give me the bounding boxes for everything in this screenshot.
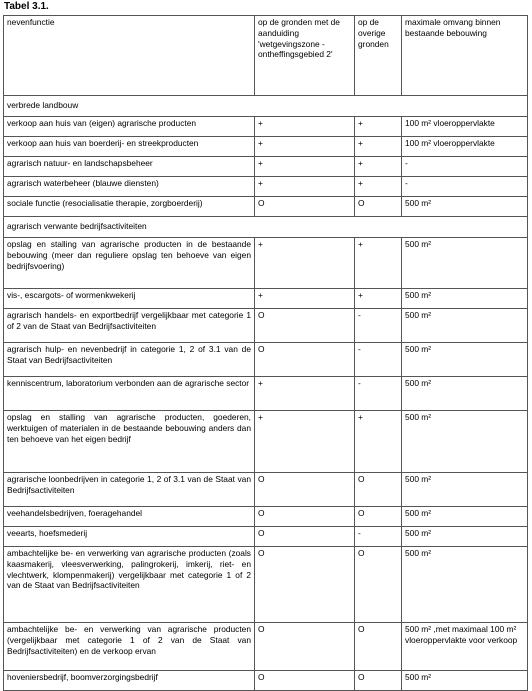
nevenfunctie-cell: agrarisch handels- en exportbedrijf vergelijkbaar met categorie 1 of 2 van de Staat van Bedrijfsactiviteiten <box>4 309 255 343</box>
table-row <box>4 309 528 343</box>
header-nevenfunctie: nevenfunctie <box>4 16 255 96</box>
maximale-omvang-cell: 500 m² <box>402 377 528 411</box>
ontheffingsgebied-cell: + <box>255 117 355 137</box>
nevenfunctie-cell: hoveniersbedrijf, boomverzorgingsbedrijf <box>4 671 255 691</box>
table-header-row <box>4 16 528 96</box>
maximale-omvang-cell: 500 m² <box>402 309 528 343</box>
table-row <box>4 377 528 411</box>
nevenfunctie-cell: opslag en stalling van agrarische producten, goederen, werktuigen of materialen in de bestaande bebouwing anders dan ten behoeve van het eigen bedrijf <box>4 411 255 473</box>
maximale-omvang-cell: 500 m² ,met maximaal 100 m² vloeroppervlakte voor verkoop <box>402 623 528 671</box>
overige-gronden-cell: + <box>355 137 402 157</box>
nevenfunctie-cell: agrarische loonbedrijven in categorie 1, 2 of 3.1 van de Staat van Bedrijfsactiviteiten <box>4 473 255 507</box>
nevenfunctie-cell: verkoop aan huis van (eigen) agrarische producten <box>4 117 255 137</box>
maximale-omvang-cell: - <box>402 157 528 177</box>
table-row <box>4 177 528 197</box>
ontheffingsgebied-cell: O <box>255 197 355 217</box>
overige-gronden-cell: - <box>355 343 402 377</box>
ontheffingsgebied-cell: + <box>255 289 355 309</box>
ontheffingsgebied-cell: + <box>255 377 355 411</box>
header-ontheffingsgebied: op de gronden met de aanduiding 'wetgevingszone - ontheffingsgebied 2' <box>255 16 355 96</box>
table-row <box>4 157 528 177</box>
maximale-omvang-cell: 500 m² <box>402 473 528 507</box>
ontheffingsgebied-cell: + <box>255 411 355 473</box>
ontheffingsgebied-cell: + <box>255 238 355 289</box>
overige-gronden-cell: O <box>355 547 402 623</box>
nevenfunctie-cell: opslag en stalling van agrarische producten in de bestaande bebouwing (meer dan reguliere opslag ten behoeve van eigen bedrijfsvoering) <box>4 238 255 289</box>
maximale-omvang-cell: 100 m² vloeroppervlakte <box>402 117 528 137</box>
overige-gronden-cell: O <box>355 671 402 691</box>
section-title: verbrede landbouw <box>4 96 528 117</box>
nevenfunctie-cell: kenniscentrum, laboratorium verbonden aan de agrarische sector <box>4 377 255 411</box>
overige-gronden-cell: + <box>355 289 402 309</box>
ontheffingsgebied-cell: O <box>255 343 355 377</box>
table-row <box>4 197 528 217</box>
table-row <box>4 117 528 137</box>
nevenfunctie-cell: ambachtelijke be- en verwerking van agrarische producten (zoals kaasmakerij, vleesverwerking, palingrokerij, imkerij, riet- en vlechtwerk, klompenmakerij) vergelijkbaar met categorie 1 of 2 van de Staat van Bedrijfsactiviteiten <box>4 547 255 623</box>
ontheffingsgebied-cell: O <box>255 473 355 507</box>
maximale-omvang-cell: 500 m² <box>402 289 528 309</box>
maximale-omvang-cell: 500 m² <box>402 411 528 473</box>
overige-gronden-cell: - <box>355 309 402 343</box>
ontheffingsgebied-cell: O <box>255 547 355 623</box>
table-row <box>4 343 528 377</box>
overige-gronden-cell: O <box>355 473 402 507</box>
maximale-omvang-cell: 500 m² <box>402 671 528 691</box>
section-title: agrarisch verwante bedrijfsactiviteiten <box>4 217 528 238</box>
table-row <box>4 473 528 507</box>
header-overige-gronden: op de overige gronden <box>355 16 402 96</box>
ontheffingsgebied-cell: + <box>255 177 355 197</box>
nevenfunctie-cell: agrarisch waterbeheer (blauwe diensten) <box>4 177 255 197</box>
maximale-omvang-cell: 100 m² vloeroppervlakte <box>402 137 528 157</box>
ontheffingsgebied-cell: O <box>255 507 355 527</box>
table-row <box>4 623 528 671</box>
nevenfunctie-cell: agrarisch hulp- en nevenbedrijf in categorie 1, 2 of 3.1 van de Staat van Bedrijfsactiviteiten <box>4 343 255 377</box>
nevenfunctie-cell: veehandelsbedrijven, foeragehandel <box>4 507 255 527</box>
table-caption: Tabel 3.1. <box>4 1 49 12</box>
table-row <box>4 289 528 309</box>
ontheffingsgebied-cell: + <box>255 157 355 177</box>
maximale-omvang-cell: 500 m² <box>402 527 528 547</box>
nevenfunctie-cell: sociale functie (resocialisatie therapie, zorgboerderij) <box>4 197 255 217</box>
maximale-omvang-cell: 500 m² <box>402 343 528 377</box>
section-row <box>4 217 528 238</box>
section-row <box>4 96 528 117</box>
table-row <box>4 137 528 157</box>
overige-gronden-cell: O <box>355 507 402 527</box>
overige-gronden-cell: - <box>355 377 402 411</box>
overige-gronden-cell: + <box>355 177 402 197</box>
overige-gronden-cell: + <box>355 238 402 289</box>
nevenfunctie-cell: agrarisch natuur- en landschapsbeheer <box>4 157 255 177</box>
ontheffingsgebied-cell: + <box>255 137 355 157</box>
table-row <box>4 527 528 547</box>
overige-gronden-cell: O <box>355 623 402 671</box>
nevenfunctie-cell: verkoop aan huis van boerderij- en streekproducten <box>4 137 255 157</box>
ontheffingsgebied-cell: O <box>255 527 355 547</box>
maximale-omvang-cell: - <box>402 177 528 197</box>
nevenfunctie-cell: ambachtelijke be- en verwerking van agrarische producten (vergelijkbaar met categorie 1 of 2 van de Staat van Bedrijfsactiviteiten) en de verkoop ervan <box>4 623 255 671</box>
table-row <box>4 671 528 691</box>
ontheffingsgebied-cell: O <box>255 309 355 343</box>
table-row <box>4 411 528 473</box>
overige-gronden-cell: - <box>355 527 402 547</box>
header-maximale-omvang: maximale omvang binnen bestaande bebouwing <box>402 16 528 96</box>
nevenfunctie-cell: vis-, escargots- of wormenkwekerij <box>4 289 255 309</box>
nevenfunctie-cell: veearts, hoefsmederij <box>4 527 255 547</box>
ontheffingsgebied-cell: O <box>255 623 355 671</box>
overige-gronden-cell: O <box>355 197 402 217</box>
overige-gronden-cell: + <box>355 157 402 177</box>
maximale-omvang-cell: 500 m² <box>402 507 528 527</box>
maximale-omvang-cell: 500 m² <box>402 238 528 289</box>
overige-gronden-cell: + <box>355 117 402 137</box>
table-row <box>4 238 528 289</box>
maximale-omvang-cell: 500 m² <box>402 197 528 217</box>
table-row <box>4 507 528 527</box>
table-row <box>4 547 528 623</box>
ontheffingsgebied-cell: O <box>255 671 355 691</box>
overige-gronden-cell: + <box>355 411 402 473</box>
maximale-omvang-cell: 500 m² <box>402 547 528 623</box>
nevenfuncties-table <box>3 15 528 691</box>
